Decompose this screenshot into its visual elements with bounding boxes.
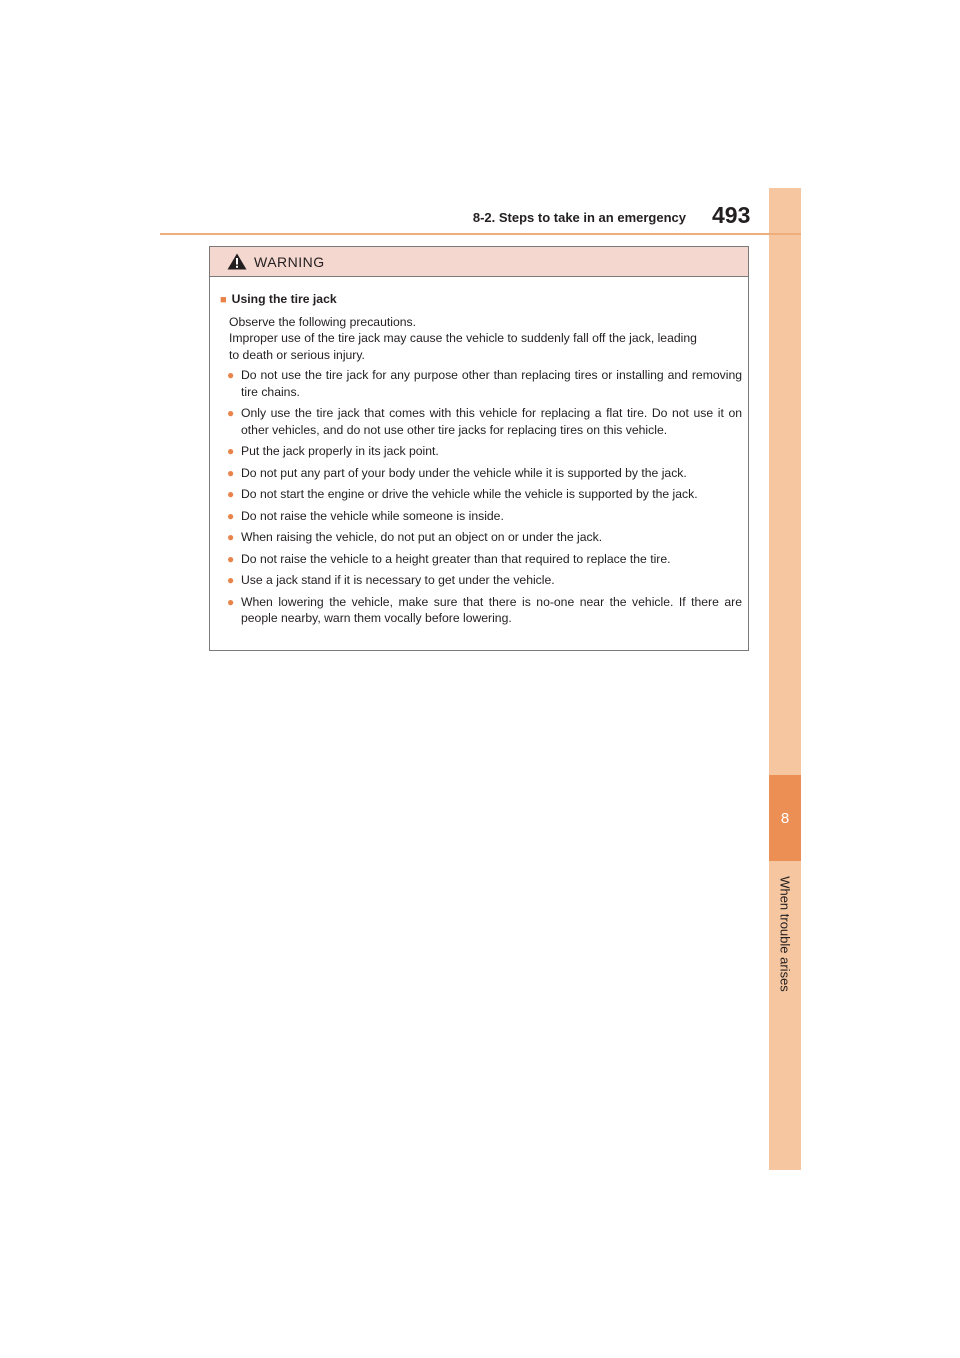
dot-bullet-icon: ● [227, 530, 235, 544]
intro-line: to death or serious injury. [229, 347, 365, 362]
dot-bullet-icon: ● [227, 508, 235, 523]
list-item [220, 508, 742, 525]
precaution-list [220, 367, 742, 627]
warning-section-title-text: Using the tire jack [231, 292, 337, 306]
list-item-text: Do not put any part of your body under the vehicle while it is supported by the jack. [241, 465, 687, 480]
dot-bullet-icon: ● [227, 406, 235, 420]
list-item-text: Do not raise the vehicle while someone is inside. [241, 508, 504, 523]
list-item [220, 443, 742, 460]
warning-title: WARNING [254, 253, 325, 270]
list-item-text: Put the jack properly in its jack point. [241, 444, 439, 458]
warning-body [210, 277, 748, 627]
intro-line: Observe the following precautions. [229, 314, 416, 329]
list-item-text: Do not use the tire jack for any purpose other than replacing tires or installing and removing tire chains. [241, 368, 742, 399]
chapter-label: When trouble arises [777, 876, 793, 992]
list-item [220, 367, 742, 400]
warning-box [209, 246, 749, 651]
chapter-side-tab [769, 188, 801, 1170]
dot-bullet-icon: ● [227, 368, 235, 382]
warning-intro [220, 314, 742, 364]
list-item [220, 405, 742, 438]
dot-bullet-icon: ● [227, 573, 235, 587]
list-item [220, 572, 742, 589]
list-item [220, 486, 742, 503]
list-item [220, 594, 742, 627]
dot-bullet-icon: ● [227, 444, 235, 458]
list-item-text: Do not raise the vehicle to a height greater than that required to replace the tire. [241, 551, 671, 566]
dot-bullet-icon: ● [227, 551, 235, 566]
list-item-text: When raising the vehicle, do not put an object on or under the jack. [241, 530, 603, 544]
dot-bullet-icon: ● [227, 487, 235, 501]
header-divider [160, 233, 801, 235]
warning-section-title [220, 291, 742, 309]
square-bullet-icon: ■ [220, 294, 227, 306]
dot-bullet-icon: ● [227, 594, 235, 609]
chapter-number: 8 [780, 809, 790, 827]
list-item-text: Only use the tire jack that comes with this vehicle for replacing a flat tire. Do not use it on other vehicles, and do not use other tire jacks for replacing tires on this vehicle. [241, 406, 742, 437]
dot-bullet-icon: ● [227, 465, 235, 480]
chapter-number-box[interactable] [769, 775, 801, 861]
intro-line: Improper use of the tire jack may cause the vehicle to suddenly fall off the jack, leading [229, 331, 697, 345]
section-heading: 8-2. Steps to take in an emergency [472, 210, 686, 225]
list-item [220, 551, 742, 568]
list-item-text: Do not start the engine or drive the vehicle while the vehicle is supported by the jack. [241, 487, 698, 501]
list-item [220, 465, 742, 482]
list-item-text: Use a jack stand if it is necessary to get under the vehicle. [241, 573, 555, 587]
warning-header [210, 247, 748, 277]
list-item-text: When lowering the vehicle, make sure that there is no-one near the vehicle. If there are people nearby, warn them vocally before lowering. [241, 594, 742, 625]
warning-triangle-icon [227, 253, 247, 270]
page-number: 493 [712, 202, 751, 228]
list-item [220, 529, 742, 546]
